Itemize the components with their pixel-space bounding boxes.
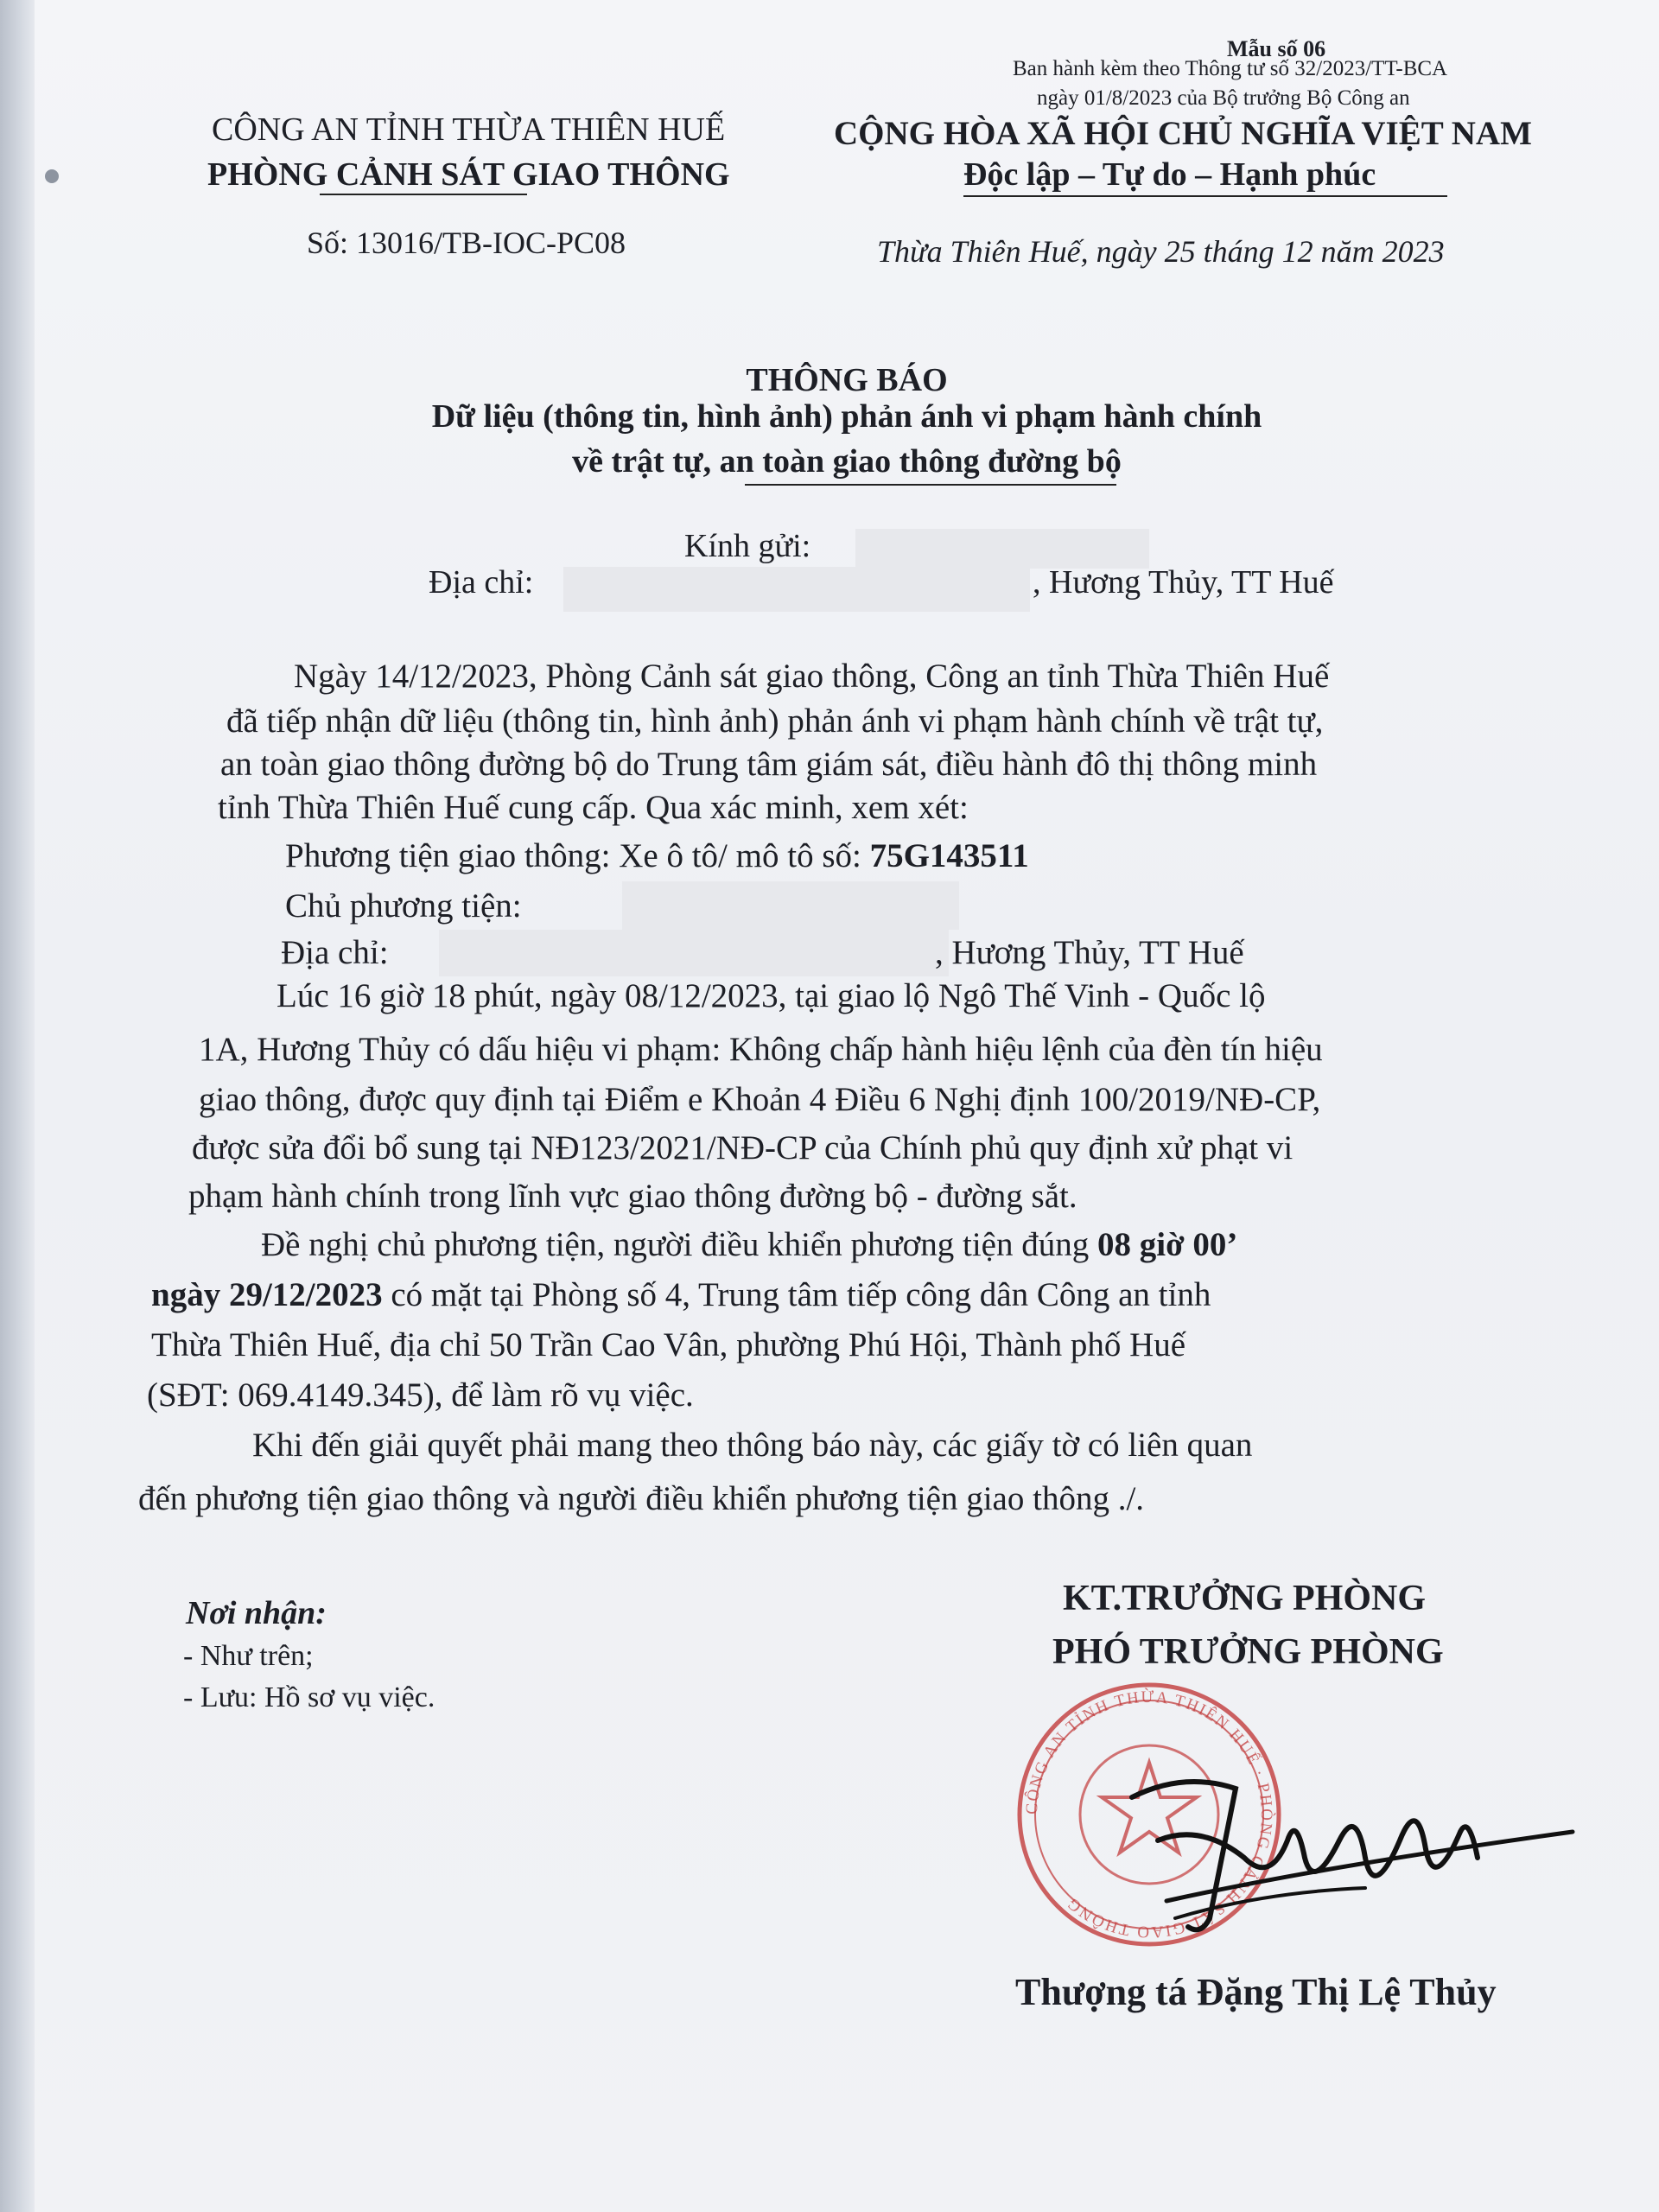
appointment-date: ngày 29/12/2023 (151, 1276, 383, 1313)
vehicle-line (285, 836, 1029, 875)
owner-address-suffix: , Hương Thủy, TT Huế (935, 934, 1244, 971)
body-p3-line2 (151, 1275, 1211, 1314)
body-p2-line4: được sửa đổi bổ sung tại NĐ123/2021/NĐ-CP của Chính phủ quy định xử phạt vi (192, 1129, 1294, 1166)
address-label: Địa chỉ: (429, 564, 534, 601)
vehicle-label: Phương tiện giao thông: Xe ô tô/ mô tô số: (285, 837, 870, 874)
signer-title: PHÓ TRƯỞNG PHÒNG (1052, 1632, 1444, 1672)
signer-name: Thượng tá Đặng Thị Lệ Thủy (1015, 1971, 1497, 2013)
owner-label: Chủ phương tiện: (285, 887, 522, 925)
motto-underline (963, 195, 1447, 197)
redacted-owner (622, 881, 959, 930)
agency-underline (320, 194, 527, 195)
body-p3-line3: Thừa Thiên Huế, địa chỉ 50 Trần Cao Vân, phường Phú Hội, Thành phố Huế (151, 1326, 1186, 1363)
form-number: Mẫu số 06 (1227, 36, 1326, 61)
body-p2-line2: 1A, Hương Thủy có dấu hiệu vi phạm: Không chấp hành hiệu lệnh của đèn tín hiệu (199, 1031, 1323, 1068)
body-p1-line4: tỉnh Thừa Thiên Huế cung cấp. Qua xác minh, xem xét: (218, 789, 969, 826)
seal-text: CÔNG AN TỈNH THỪA THIÊN HUẾ · PHÒNG CẢNH SÁT GIAO THÔNG (1022, 1688, 1276, 1942)
body-p2-line3: giao thông, được quy định tại Điểm e Khoản 4 Điều 6 Nghị định 100/2019/NĐ-CP, (199, 1081, 1321, 1118)
addressee-label: Kính gửi: (684, 528, 811, 564)
body-p1-line3: an toàn giao thông đường bộ do Trung tâm giám sát, điều hành đô thị thông minh (220, 746, 1318, 783)
form-reference-line1: Ban hành kèm theo Thông tư số 32/2023/TT-BCA (1013, 57, 1448, 80)
redacted-address (563, 567, 1030, 612)
punch-hole (45, 169, 59, 183)
body-p3-line1 (261, 1225, 1237, 1264)
agency-parent: CÔNG AN TỈNH THỪA THIÊN HUẾ (212, 111, 726, 148)
address-suffix: , Hương Thủy, TT Huế (1033, 564, 1334, 601)
place-date: Thừa Thiên Huế, ngày 25 tháng 12 năm 2023 (877, 234, 1445, 269)
p3-line1-text: Đề nghị chủ phương tiện, người điều khiển phương tiện đúng (261, 1226, 1097, 1263)
national-motto: Độc lập – Tự do – Hạnh phúc (963, 156, 1376, 193)
signer-authority: KT.TRƯỞNG PHÒNG (1063, 1579, 1426, 1618)
redacted-owner-address (439, 930, 949, 976)
recipients-heading: Nơi nhận: (186, 1595, 327, 1631)
recipient-item: - Như trên; (183, 1640, 314, 1672)
body-p4-line1: Khi đến giải quyết phải mang theo thông báo này, các giấy tờ có liên quan (252, 1427, 1253, 1464)
vehicle-plate: 75G143511 (869, 837, 1029, 874)
p3-line2-text: có mặt tại Phòng số 4, Trung tâm tiếp công dân Công an tỉnh (382, 1276, 1211, 1313)
document-subtitle-line2: về trật tự, an toàn giao thông đường bộ (572, 443, 1122, 480)
body-p2-line1: Lúc 16 giờ 18 phút, ngày 08/12/2023, tại giao lộ Ngô Thế Vinh - Quốc lộ (276, 977, 1266, 1014)
paper-edge (0, 0, 35, 2212)
handwritten-signature (1106, 1737, 1590, 1961)
document-number: Số: 13016/TB-IOC-PC08 (307, 226, 626, 260)
document-title: THÔNG BÁO (746, 362, 948, 398)
appointment-time: 08 giờ 00’ (1097, 1226, 1238, 1263)
country-name: CỘNG HÒA XÃ HỘI CHỦ NGHĨA VIỆT NAM (834, 115, 1532, 152)
document-page (35, 0, 1659, 2212)
recipient-item: - Lưu: Hồ sơ vụ việc. (183, 1681, 435, 1713)
title-underline (745, 484, 1116, 486)
agency-name: PHÒNG CẢNH SÁT GIAO THÔNG (207, 156, 730, 193)
body-p2-line5: phạm hành chính trong lĩnh vực giao thông đường bộ - đường sắt. (188, 1178, 1077, 1215)
body-p3-line4: (SĐT: 069.4149.345), để làm rõ vụ việc. (147, 1376, 694, 1414)
body-p1-line1: Ngày 14/12/2023, Phòng Cảnh sát giao thông, Công an tỉnh Thừa Thiên Huế (294, 658, 1330, 695)
document-subtitle-line1: Dữ liệu (thông tin, hình ảnh) phản ánh vi phạm hành chính (431, 398, 1262, 435)
body-p1-line2: đã tiếp nhận dữ liệu (thông tin, hình ảnh) phản ánh vi phạm hành chính về trật tự, (226, 702, 1324, 740)
form-reference-line2: ngày 01/8/2023 của Bộ trưởng Bộ Công an (1037, 86, 1410, 110)
body-p4-line2: đến phương tiện giao thông và người điều khiển phương tiện giao thông ./. (138, 1480, 1145, 1517)
owner-address-label: Địa chỉ: (281, 934, 389, 971)
